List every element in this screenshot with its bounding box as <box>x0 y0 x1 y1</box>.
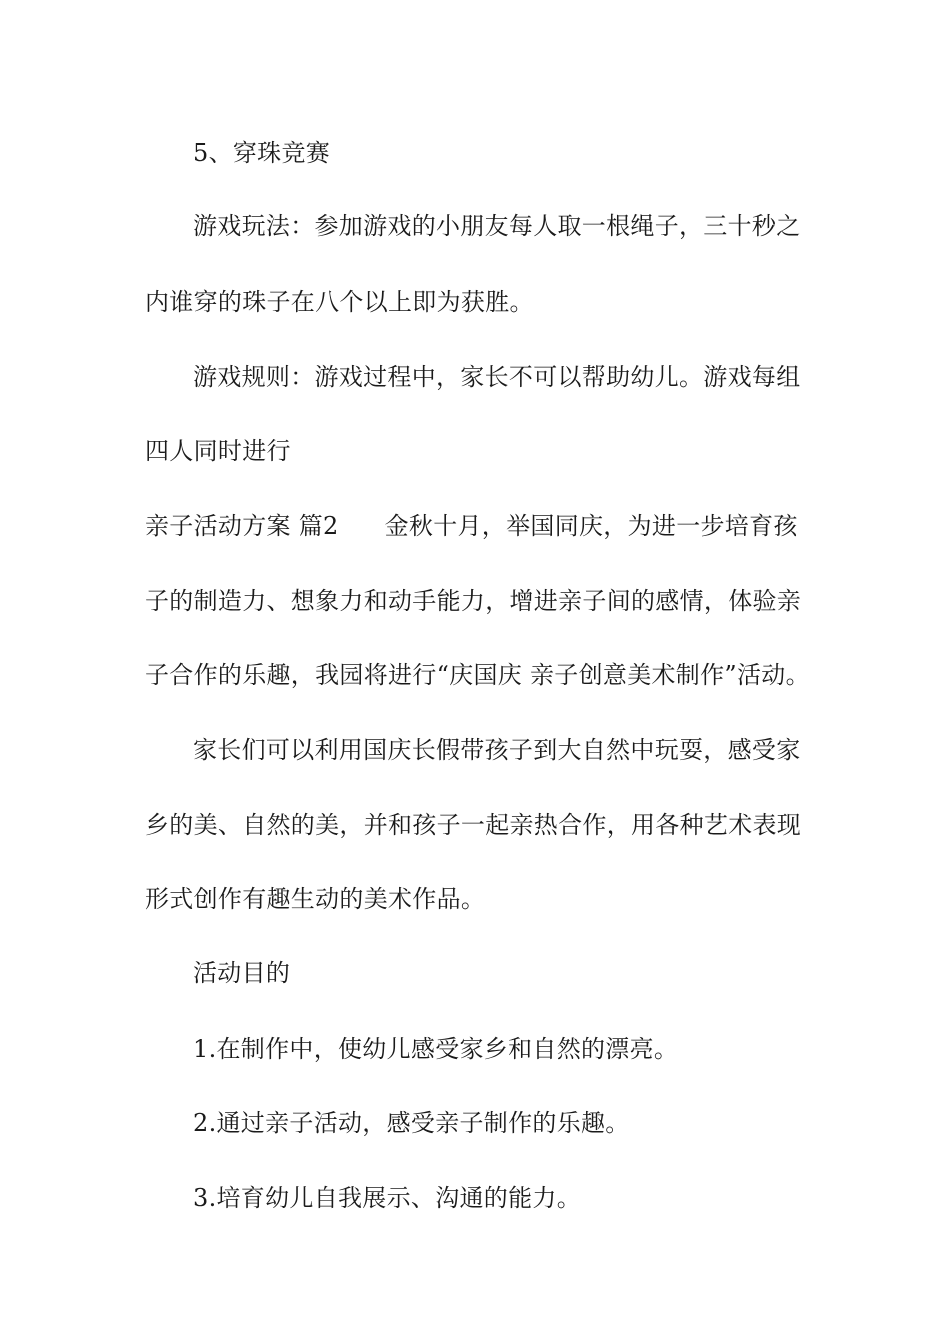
plan-title: 亲子活动方案 篇2 <box>145 512 339 540</box>
paragraph-line: 内谁穿的珠子在八个以上即为获胜。 <box>145 288 534 316</box>
paragraph-line: 子合作的乐趣，我园将进行“庆国庆 亲子创意美术制作”活动。 <box>145 661 810 689</box>
paragraph-line: 乡的美、自然的美，并和孩子一起亲热合作，用各种艺术表现 <box>145 811 802 839</box>
paragraph-line: 子的制造力、想象力和动手能力，增进亲子间的感情，体验亲 <box>145 587 802 615</box>
paragraph-line: 四人同时进行 <box>145 437 291 465</box>
paragraph-line: 游戏规则：游戏过程中，家长不可以帮助幼儿。游戏每组 <box>193 363 801 391</box>
paragraph-line: 家长们可以利用国庆长假带孩子到大自然中玩耍，感受家 <box>193 736 801 764</box>
paragraph-text: 金秋十月，举国同庆，为进一步培育孩 <box>384 512 798 540</box>
paragraph-line: 游戏玩法：参加游戏的小朋友每人取一根绳子，三十秒之 <box>193 212 801 240</box>
section-heading-activity-goals: 活动目的 <box>193 959 291 987</box>
list-item: 3.培育幼儿自我展示、沟通的能力。 <box>193 1184 581 1212</box>
section-heading-bead-race: 5、穿珠竞赛 <box>193 139 331 167</box>
paragraph-line: 形式创作有趣生动的美术作品。 <box>145 885 486 913</box>
list-item: 1.在制作中，使幼儿感受家乡和自然的漂亮。 <box>193 1035 679 1063</box>
plan-heading-line <box>145 511 798 541</box>
list-item: 2.通过亲子活动，感受亲子制作的乐趣。 <box>193 1109 630 1137</box>
